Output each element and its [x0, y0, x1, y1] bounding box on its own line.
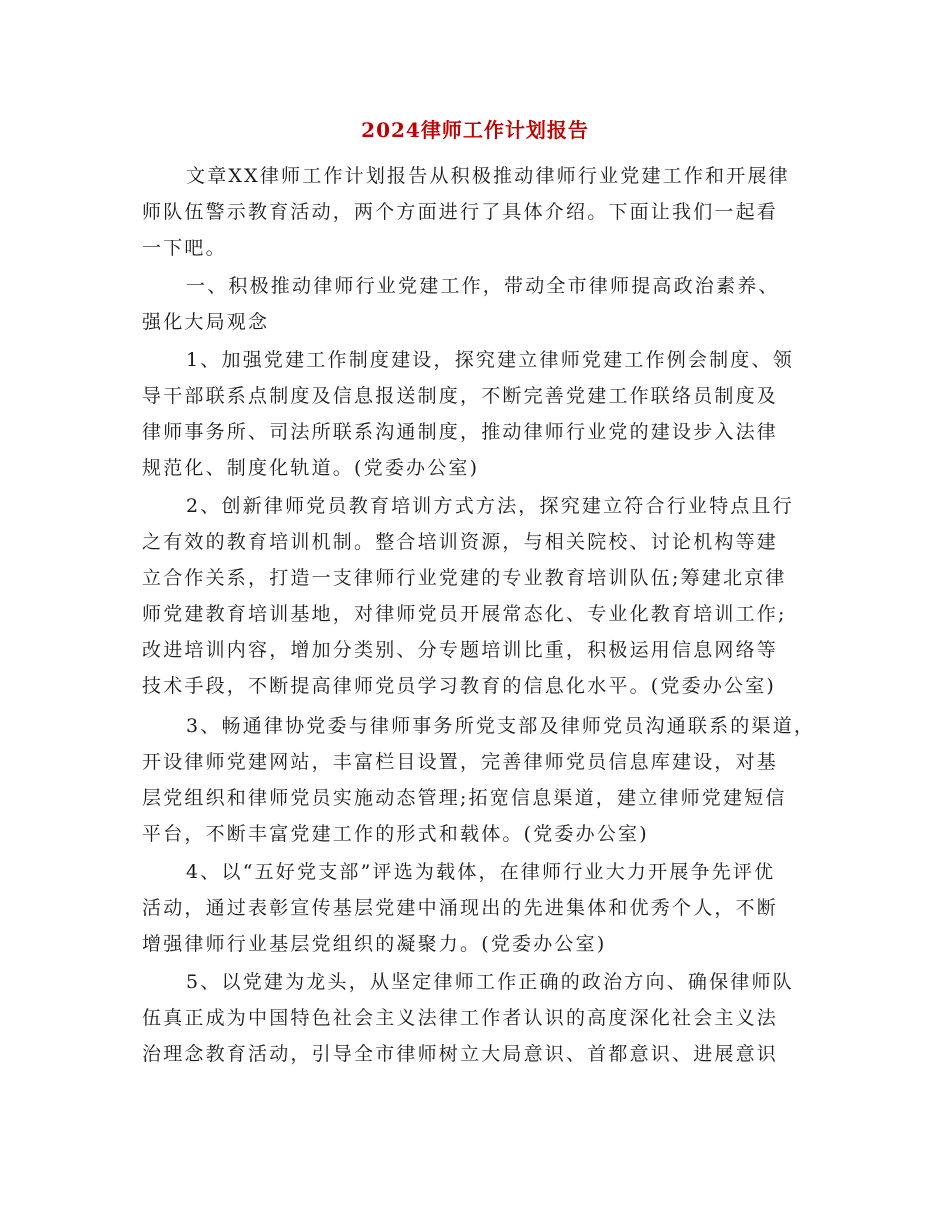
- text-line: 律师事务所、司法所联系沟通制度，推动律师行业党的建设步入法律: [142, 421, 779, 443]
- text-line: 3、畅通律协党委与律师事务所党支部及律师党员沟通联系的渠道，: [186, 715, 816, 737]
- text-line: 导干部联系点制度及信息报送制度，不断完善党建工作联络员制度及: [142, 385, 779, 407]
- text-line: 治理念教育活动，引导全市律师树立大局意识、首都意识、进展意识: [142, 1043, 779, 1065]
- text-line: 师队伍警示教育活动，两个方面进行了具体介绍。下面让我们一起看: [142, 201, 779, 223]
- text-line: 开设律师党建网站，丰富栏目设置，完善律师党员信息库建设，对基: [142, 751, 779, 773]
- text-line: 活动，通过表彰宣传基层党建中涌现出的先进集体和优秀个人，不断: [142, 897, 779, 919]
- text-line: 规范化、制度化轨道。(党委办公室): [142, 457, 480, 479]
- text-line: 4、以“五好党支部”评选为载体，在律师行业大力开展争先评优: [186, 861, 776, 883]
- text-line: 师党建教育培训基地，对律师党员开展常态化、专业化教育培训工作;: [142, 603, 787, 625]
- text-line: 增强律师行业基层党组织的凝聚力。(党委办公室): [142, 933, 607, 955]
- text-line: 技术手段，不断提高律师党员学习教育的信息化水平。(党委办公室): [142, 675, 777, 697]
- text-line: 伍真正成为中国特色社会主义法律工作者认识的高度深化社会主义法: [142, 1007, 779, 1029]
- text-line: 改进培训内容，增加分类别、分专题培训比重，积极运用信息网络等: [142, 639, 779, 661]
- text-line: 层党组织和律师党员实施动态管理;拓宽信息渠道，建立律师党建短信: [142, 787, 787, 809]
- text-line: 2、创新律师党员教育培训方式方法，探究建立符合行业特点且行: [186, 495, 794, 517]
- section-heading: 一、积极推动律师行业党建工作，带动全市律师提高政治素养、: [186, 275, 780, 297]
- text-line: 文章XX律师工作计划报告从积极推动律师行业党建工作和开展律: [186, 165, 790, 187]
- text-line: 立合作关系，打造一支律师行业党建的专业教育培训队伍;筹建北京律: [142, 567, 787, 589]
- text-line: 之有效的教育培训机制。整合培训资源，与相关院校、讨论机构等建: [142, 531, 779, 553]
- text-line: 一下吧。: [142, 237, 227, 259]
- section-heading: 强化大局观念: [142, 311, 270, 333]
- text-line: 平台，不断丰富党建工作的形式和载体。(党委办公室): [142, 823, 649, 845]
- document-title: 2024律师工作计划报告: [361, 118, 589, 142]
- text-line: 5、以党建为龙头，从坚定律师工作正确的政治方向、确保律师队: [186, 971, 794, 993]
- text-line: 1、加强党建工作制度建设，探究建立律师党建工作例会制度、领: [186, 349, 794, 371]
